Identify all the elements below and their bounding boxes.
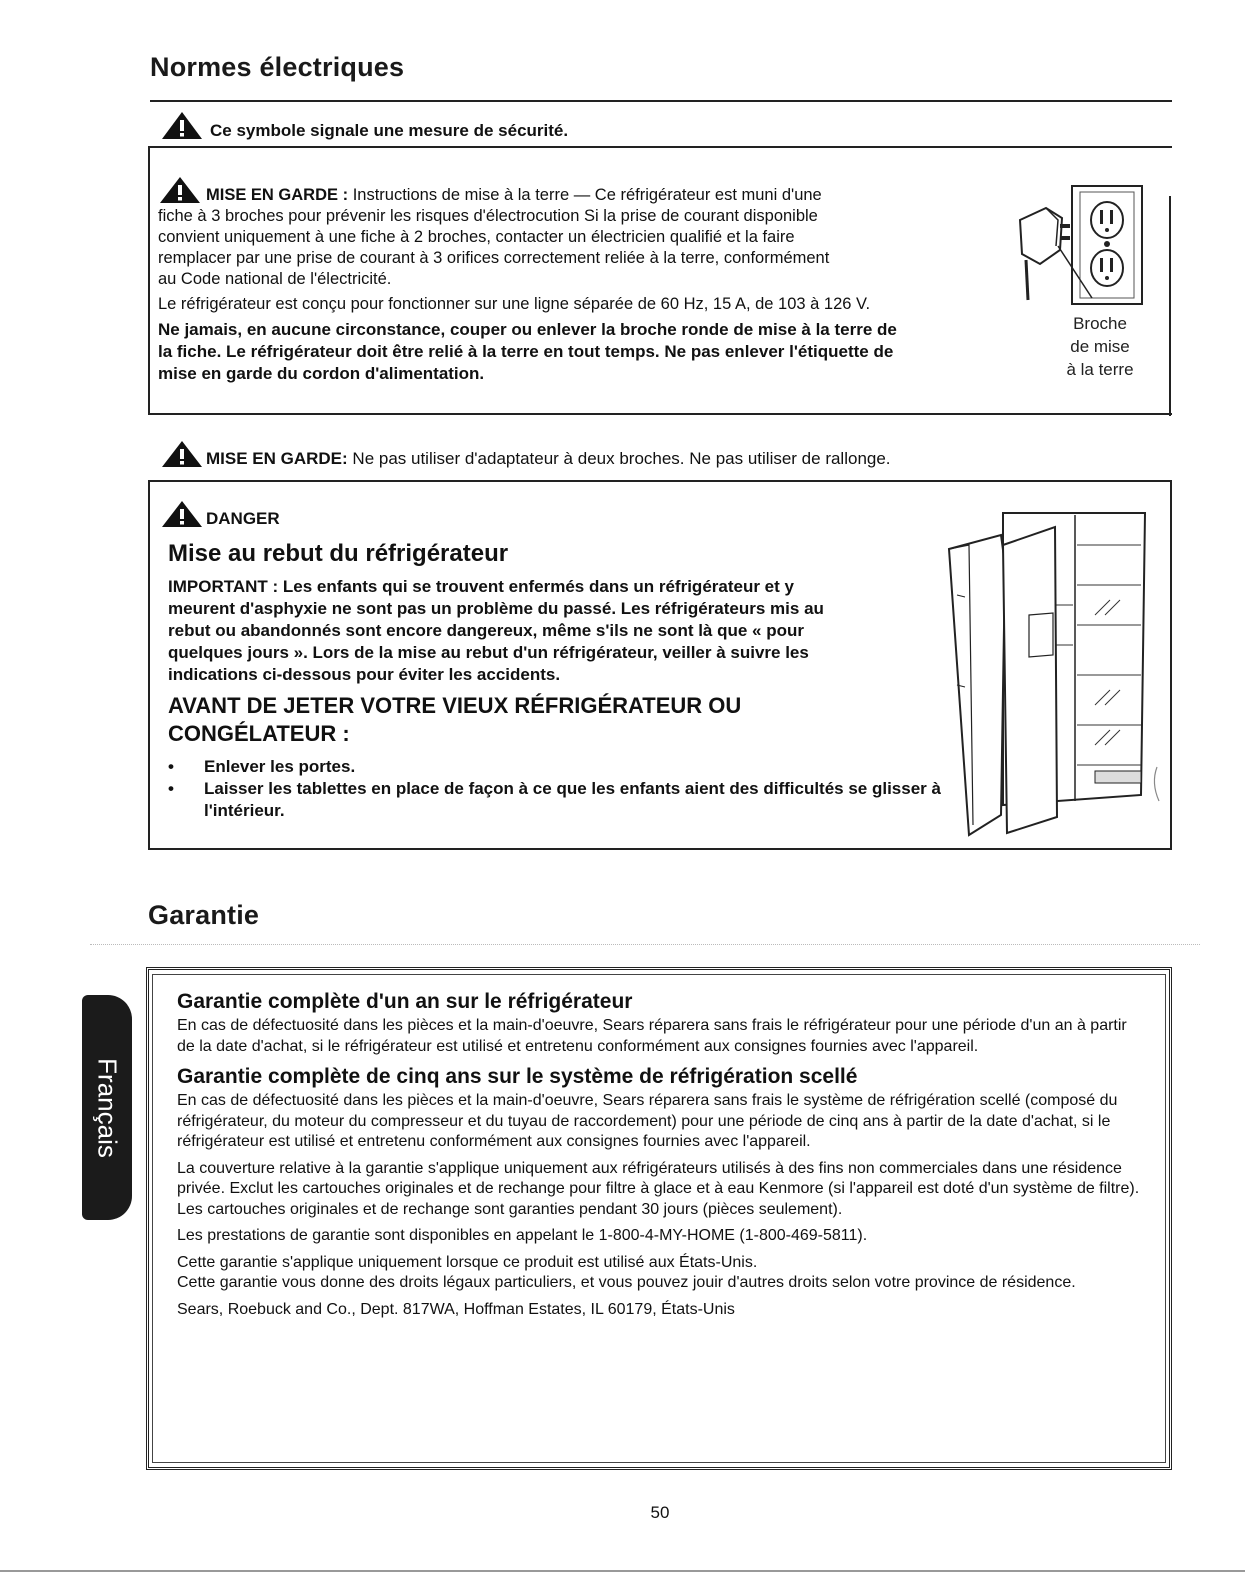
warning-bold-line: la fiche. Le réfrigérateur doit être relié à la terre en tout temps. Ne pas enlever l'étiquette de [158, 342, 894, 361]
language-tab-label: Français [92, 1057, 123, 1158]
warranty-paragraph: Cette garantie vous donne des droits légaux particuliers, et vous pouvez jouir d'autres droits selon votre province de résidence. [177, 1274, 1076, 1291]
warranty-paragraph: En cas de défectuosité dans les pièces et la main-d'oeuvre, Sears réparera sans frais le réfrigérateur pour une période d'un an à partir de la date d'achat, si le réfrigérateur est utilisé et entretenu conformément aux consignes fournies avec l'appareil. [177, 1017, 1127, 1055]
warranty-paragraph: Cette garantie s'applique uniquement lorsque ce produit est utilisé aux États-Unis. [177, 1253, 758, 1271]
grounded-plug-illustration [1010, 180, 1160, 320]
warning-triangle-icon [160, 110, 204, 140]
box-edge [1169, 196, 1171, 416]
language-tab [82, 995, 132, 1220]
list-item [168, 778, 958, 822]
warning-line: Instructions de mise à la terre — Ce réfrigérateur est muni d'une [348, 186, 822, 204]
bullet: • [168, 757, 174, 776]
warranty-box [146, 967, 1172, 1470]
plug-caption [1048, 312, 1152, 381]
page-number: 50 [650, 1503, 670, 1522]
warning-label: MISE EN GARDE : [206, 186, 349, 204]
warranty-content [177, 988, 1145, 1326]
danger-label [160, 500, 280, 529]
refrigerator-illustration [945, 505, 1165, 845]
danger-body-line: meurent d'asphyxie ne sont pas un problème du passé. Les réfrigérateurs mis au [168, 599, 824, 618]
danger-list [168, 756, 958, 822]
safety-symbol-text: Ce symbole signale une mesure de sécurité. [210, 121, 569, 140]
list-item-text: Laisser les tablettes en place de façon à ce que les enfants aient des difficultés se glisser à l'intérieur. [204, 779, 941, 820]
danger-body-line: quelques jours ». Lors de la mise au rebut d'un réfrigérateur, veiller à suivre les [168, 643, 809, 662]
warranty-paragraph: Sears, Roebuck and Co., Dept. 817WA, Hoffman Estates, IL 60179, États-Unis [177, 1300, 735, 1318]
section-rule [150, 100, 1172, 102]
danger-label-text: DANGER [206, 509, 280, 528]
section-title-normes: Normes électriques [150, 52, 405, 82]
plug-caption-line: de mise [1070, 337, 1130, 356]
warranty-heading: Garantie complète d'un an sur le réfrigérateur [177, 990, 633, 1013]
bottom-edge [0, 1570, 1245, 1572]
warranty-paragraph: En cas de défectuosité dans les pièces et la main-d'oeuvre, Sears réparera sans frais le système de réfrigération scellé (composé du réfrigérateur, du moteur du compresseur et du tuyau de raccordement) pour une période de cinq ans à partir de la date d'achat, si le réfrigérateur est utilisé et entretenu conformément aux consignes fournies avec l'appareil. [177, 1092, 1118, 1150]
plug-caption-line: à la terre [1066, 360, 1134, 379]
warning-triangle-icon [160, 440, 204, 468]
plug-caption-line: Broche [1073, 314, 1127, 333]
warning-bold-line: Ne jamais, en aucune circonstance, couper ou enlever la broche ronde de mise à la terre de [158, 320, 897, 339]
electrical-rating: Le réfrigérateur est conçu pour fonctionner sur une ligne séparée de 60 Hz, 15 A, de 103 à 126 V. [158, 295, 871, 313]
danger-title: Mise au rebut du réfrigérateur [168, 540, 509, 567]
warning-bold-line: mise en garde du cordon d'alimentation. [158, 364, 485, 383]
grounding-warning-text [158, 176, 1018, 385]
danger-body-line: IMPORTANT : Les enfants qui se trouvent enfermés dans un réfrigérateur et y [168, 577, 794, 596]
warning-triangle-icon [160, 500, 204, 528]
warning-text: Ne pas utiliser d'adaptateur à deux broches. Ne pas utiliser de rallonge. [347, 449, 891, 468]
warranty-paragraph: La couverture relative à la garantie s'applique uniquement aux réfrigérateurs utilisés à des fins non commerciales dans une résidence privée. Exclut les cartouches originales et de rechange pour filtre à glace et à eau Kenmore (si l'appareil est doté d'un système de filtre). Les cartouches originales et de rechange sont garanties pendant 30 jours (pièces seulement). [177, 1159, 1140, 1218]
bullet: • [168, 779, 174, 798]
danger-content [168, 536, 958, 822]
section-title-garantie: Garantie [148, 900, 260, 930]
warning-label: MISE EN GARDE: [206, 449, 348, 468]
warning-line: fiche à 3 broches pour prévenir les risques d'électrocution Si la prise de courant disponible [158, 207, 818, 225]
danger-subheading-line: CONGÉLATEUR : [168, 721, 350, 746]
warning-line: au Code national de l'électricité. [158, 270, 392, 288]
warning-line: remplacer par une prise de courant à 3 orifices correctement reliée à la terre, conformément [158, 249, 830, 267]
warning-triangle-icon [158, 176, 202, 204]
list-item [168, 756, 958, 778]
warranty-paragraph: Les prestations de garantie sont disponibles en appelant le 1-800-4-MY-HOME (1-800-469-5811). [177, 1227, 868, 1244]
danger-body-line: rebut ou abandonnés sont encore dangereux, même s'ils ne sont là que « pour [168, 621, 805, 640]
warning-line: convient uniquement à une fiche à 2 broches, contacter un électricien qualifié et la faire [158, 228, 795, 246]
danger-subheading [168, 692, 958, 748]
safety-symbol-note [160, 110, 568, 141]
list-item-text: Enlever les portes. [204, 757, 356, 776]
danger-subheading-line: AVANT DE JETER VOTRE VIEUX RÉFRIGÉRATEUR OU [168, 693, 742, 718]
warranty-heading: Garantie complète de cinq ans sur le système de réfrigération scellé [177, 1065, 858, 1088]
divider [90, 944, 1200, 945]
danger-body-line: indications ci-dessous pour éviter les accidents. [168, 665, 561, 684]
danger-body [168, 576, 958, 686]
adapter-warning [160, 440, 891, 469]
